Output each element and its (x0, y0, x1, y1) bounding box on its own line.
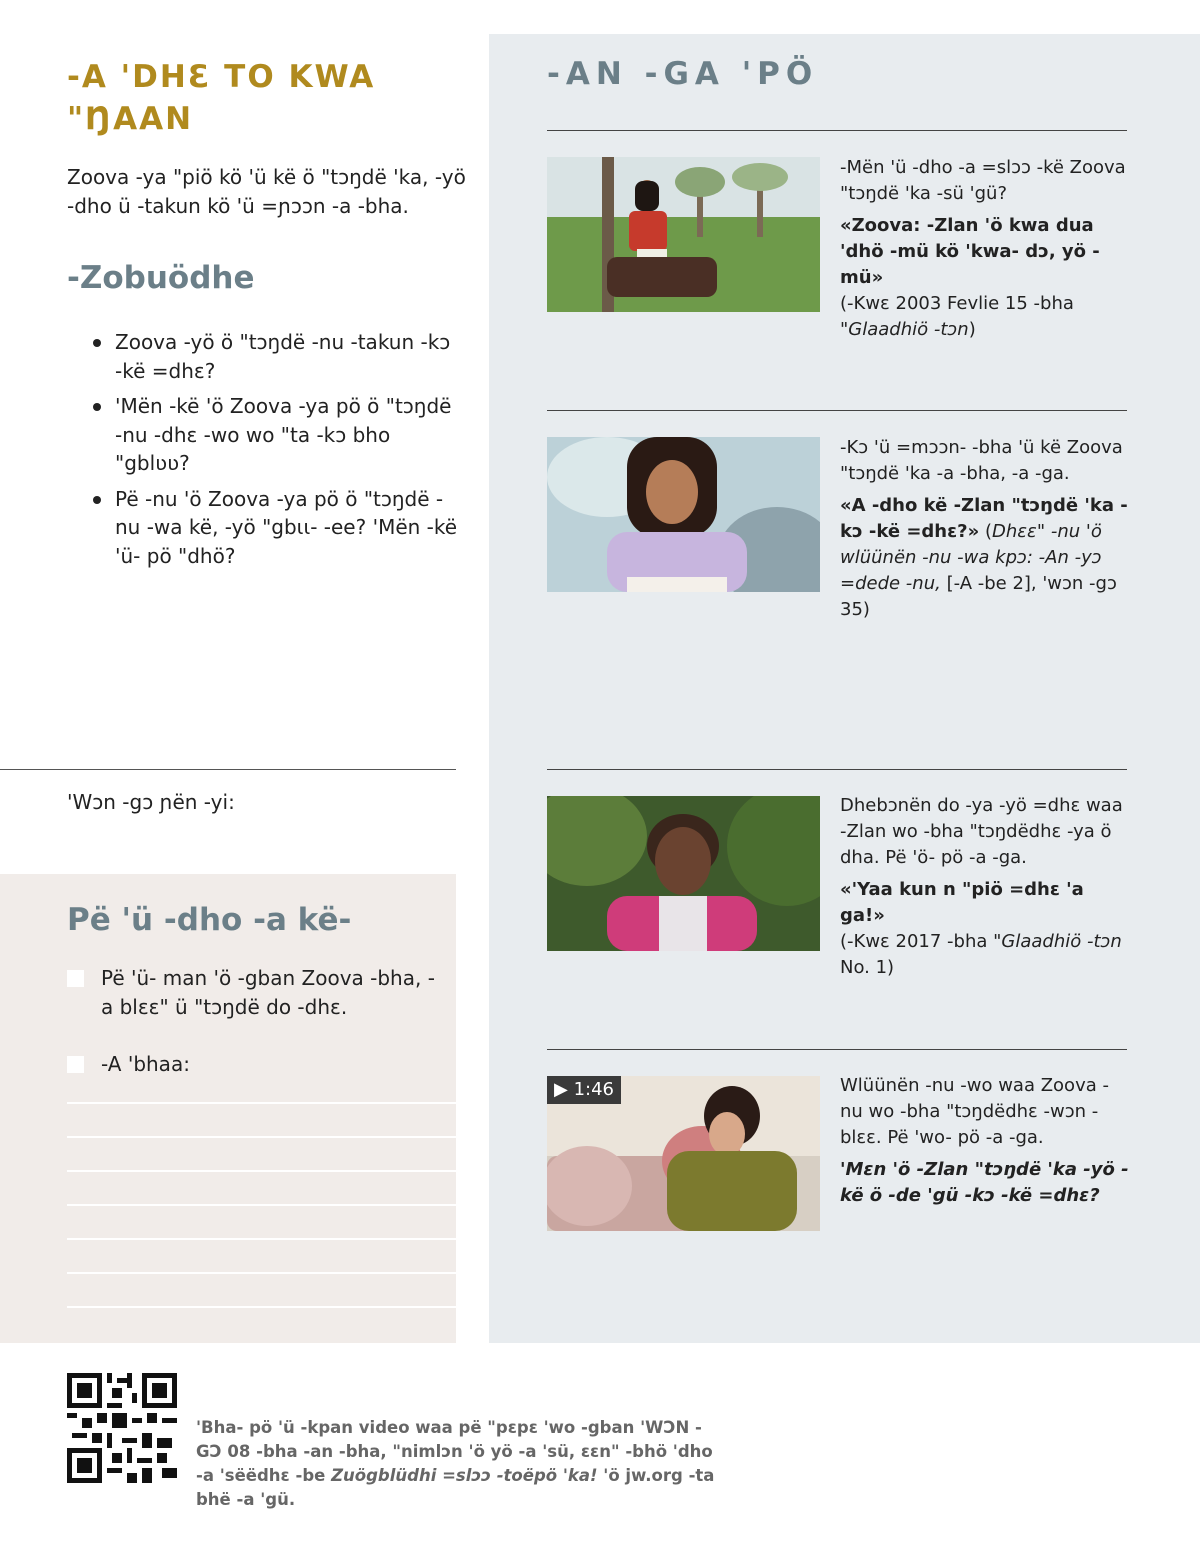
entry-4 (840, 1073, 1130, 1209)
question-item: 'Mën -kë 'ö Zoova -ya pö ö "tɔŋdë -nu -dhɛ -wo wo "ta -kɔ bho "gblʋʋ? (90, 392, 460, 478)
goal-text: Pë 'ü- man 'ö -gban Zoova -bha, -a blɛɛ" ü "tɔŋdë do -dhɛ. (101, 966, 435, 1019)
question-list (90, 328, 460, 577)
right-panel-title: -AN -GA 'PÖ (547, 56, 819, 92)
praying-woman-video[interactable] (547, 1076, 820, 1231)
question-item: Zoova -yö ö "tɔŋdë -nu -takun -kɔ -kë =dhɛ? (90, 328, 460, 385)
checkbox[interactable] (67, 970, 84, 987)
article-title-link[interactable]: «A -dho kë -Zlan "tɔŋdë 'ka -kɔ -kë =dhɛ?» (840, 495, 1128, 542)
questions-heading: -Zobuödhe (67, 260, 255, 296)
entry-description: Dhebɔnën do -ya -yö =dhɛ waa -Zlan wo -bha "tɔŋdëdhɛ -ya ö dha. Pë 'ö- pö -a -ga. (840, 795, 1123, 868)
writing-line[interactable] (67, 1204, 456, 1206)
divider (547, 130, 1127, 131)
lesson-title: -A 'DHƐ TO KWA "ŊAAN (67, 59, 376, 137)
video-title-link[interactable]: 'Mɛn 'ö -Zlan "tɔŋdë 'ka -yö -kë ö -de 'gü -kɔ -kë =dhɛ? (840, 1159, 1129, 1206)
left-column (0, 0, 488, 770)
source-text: (-Kwɛ 2003 Fevlie 15 -bha "Glaadhiö -tɔn) (840, 293, 1074, 340)
divider (547, 769, 1127, 770)
video-duration-badge[interactable]: ▶ 1:46 (547, 1076, 621, 1104)
goal-text: -A 'bhaa: (101, 1052, 190, 1076)
writing-line[interactable] (67, 1306, 456, 1308)
article-title-link[interactable]: «'Yaa kun n "piö =dhɛ 'a ga!» (840, 879, 1084, 926)
entry-description: Wlüünën -nu -wo waa Zoova -nu wo -bha "tɔŋdëdhɛ -wɔn -blɛɛ. Pë 'wo- pö -a -ga. (840, 1075, 1109, 1148)
source-text: (-Kwɛ 2017 -bha "Glaadhiö -tɔn No. 1) (840, 931, 1122, 978)
girl-studying-photo[interactable] (547, 437, 820, 592)
writing-line[interactable] (67, 1102, 456, 1104)
entry-3 (840, 793, 1130, 981)
entry-description: -Kɔ 'ü =mɔɔn- -bha 'ü kë Zoova "tɔŋdë 'ka -a -bha, -a -ga. (840, 437, 1123, 484)
woman-reading-bible-photo[interactable] (547, 157, 820, 312)
goal-item-other[interactable] (67, 1050, 437, 1079)
divider (547, 1049, 1127, 1050)
lesson-intro: Zoova -ya "piö kö 'ü kë ö "tɔŋdë 'ka, -yö -dho ü -takun kö 'ü =ɲɔɔn -a -bha. (67, 165, 466, 218)
divider (547, 410, 1127, 411)
goal-item[interactable] (67, 964, 437, 1022)
entry-2 (840, 435, 1130, 623)
source-text: «A -dho kë -Zlan "tɔŋdë 'ka -kɔ -kë =dhɛ?» (Dhɛɛ" -nu 'ö wlüünën -nu -wa kpɔ: -An -yɔ =dede -nu, [-A -be 2], 'wɔn -gɔ 35) (840, 495, 1128, 620)
goals-title: Pë 'ü -dho -a kë- (67, 902, 352, 938)
writing-line[interactable] (67, 1170, 456, 1172)
reference-label: 'Wɔn -gɔ ɲën -yi: (67, 790, 235, 814)
question-item: Pë -nu 'ö Zoova -ya pö ö "tɔŋdë -nu -wa kë, -yö "gbɩɩ- -ee? 'Mën -kë 'ü- pö "dhö? (90, 485, 460, 571)
smiling-woman-photo[interactable] (547, 796, 820, 951)
checkbox[interactable] (67, 1056, 84, 1073)
qr-code-icon[interactable] (67, 1373, 177, 1483)
writing-line[interactable] (67, 1136, 456, 1138)
divider (0, 769, 456, 770)
goals-box (0, 874, 456, 1343)
entry-1 (840, 155, 1130, 343)
entry-description: -Mën 'ü -dho -a =slɔɔ -kë Zoova "tɔŋdë 'ka -sü 'gü? (840, 157, 1126, 204)
footer-note: 'Bha- pö 'ü -kpan video waa pë "pɛpɛ 'wo -gban 'WƆN -GƆ 08 -bha -an -bha, "nimlɔn 'ö yö -a 'sü, ɛɛn" -bhö 'dho -a 'sëëdhɛ -be Zuögblüdhi =slɔɔ -toëpö 'ka! 'ö jw.org -ta bhë -a 'gü. (196, 1418, 715, 1509)
writing-line[interactable] (67, 1238, 456, 1240)
article-title-link[interactable]: «Zoova: -Zlan 'ö kwa dua 'dhö -mü kö 'kwa- dɔ, yö -mü» (840, 215, 1100, 288)
writing-line[interactable] (67, 1272, 456, 1274)
